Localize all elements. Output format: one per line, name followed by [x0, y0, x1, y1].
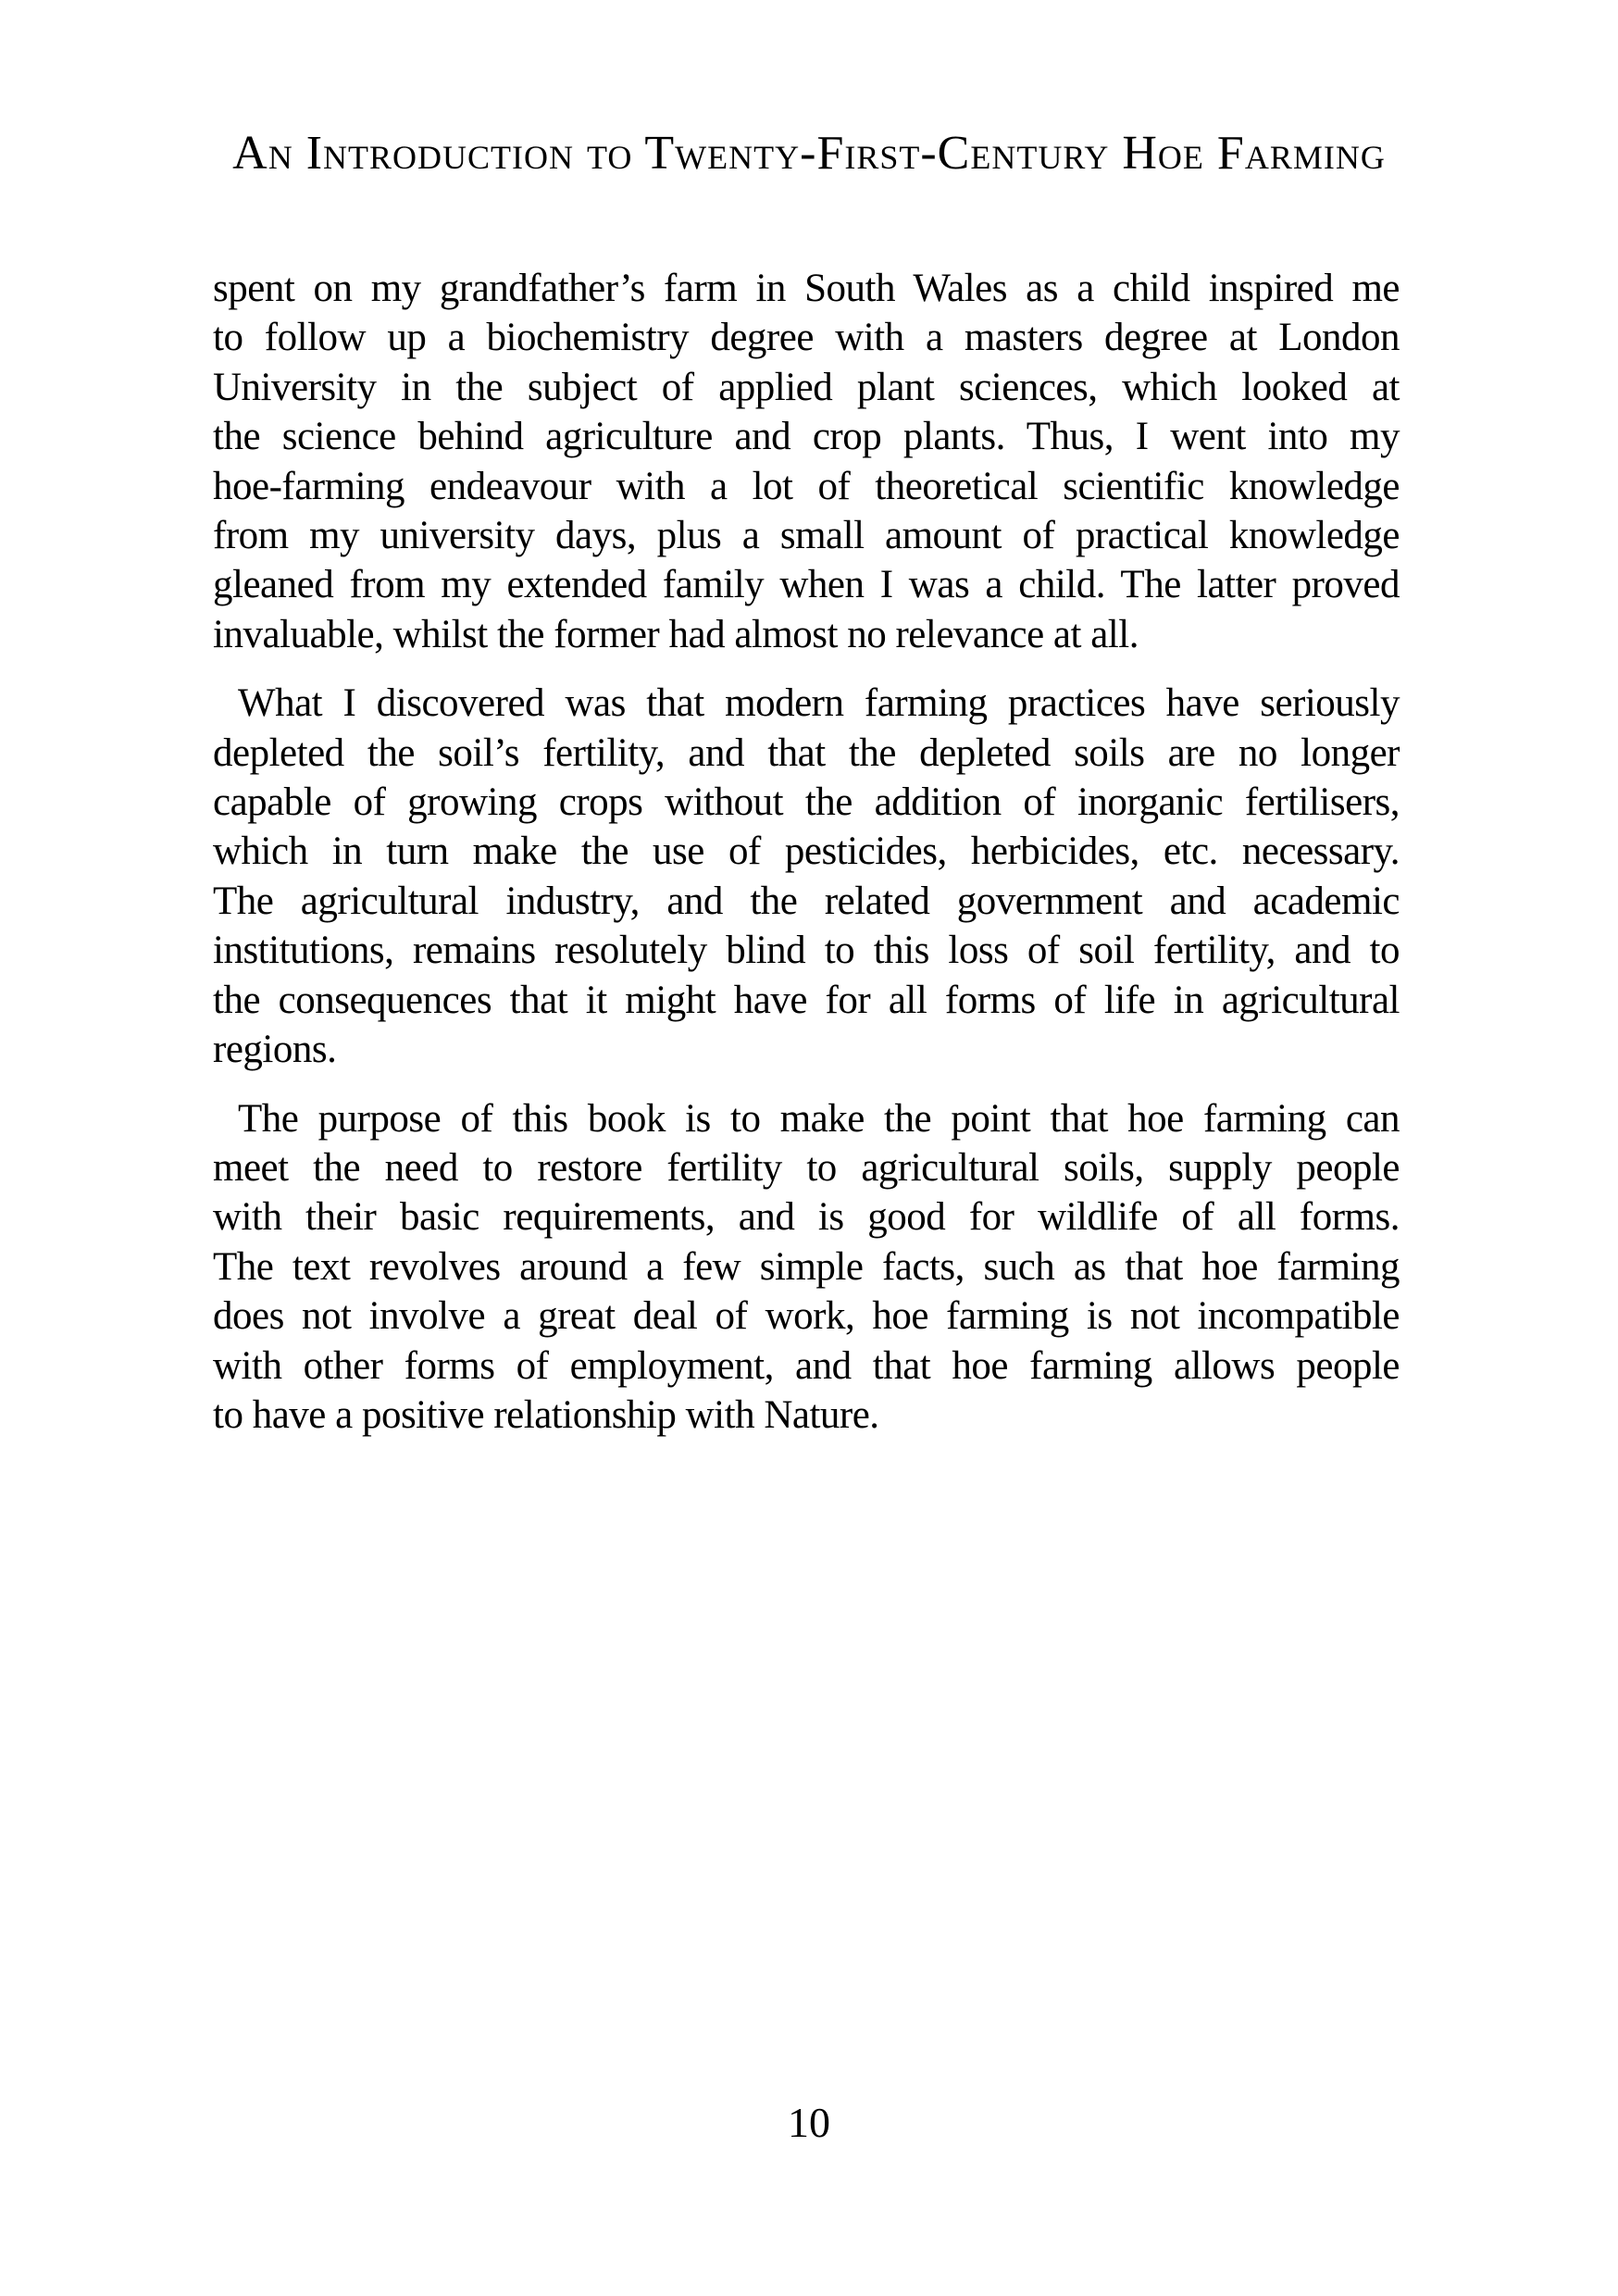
text-line: to have a positive relationship with Nature. — [213, 1392, 879, 1437]
paragraph — [213, 264, 1400, 659]
text-line: capable of growing crops without the addition of inorganic fertilisers, — [213, 780, 1400, 825]
text-line: with their basic requirements, and is good for wildlife of all forms. — [213, 1195, 1400, 1240]
text-line: the science behind agriculture and crop plants. Thus, I went into my — [213, 415, 1400, 459]
running-header: An Introduction to Twenty-First-Century Hoe Farming — [232, 127, 1386, 180]
text-line: institutions, remains resolutely blind to this loss of soil fertility, and to — [213, 929, 1400, 973]
text-line: invaluable, whilst the former had almost no relevance at all. — [213, 612, 1139, 656]
text-line: the consequences that it might have for all forms of life in agricultural — [213, 978, 1400, 1022]
text-line: What I discovered was that modern farming practices have seriously — [238, 681, 1400, 726]
text-line: hoe-farming endeavour with a lot of theoretical scientific knowledge — [213, 464, 1400, 508]
text-line: meet the need to restore fertility to agricultural soils, supply people — [213, 1145, 1400, 1190]
text-line: to follow up a biochemistry degree with a masters degree at London — [213, 316, 1400, 360]
text-line: depleted the soil’s fertility, and that the depleted soils are no longer — [213, 730, 1400, 775]
page-number: 10 — [788, 2099, 830, 2146]
text-line: regions. — [213, 1028, 337, 1072]
text-line: from my university days, plus a small amount of practical knowledge — [213, 514, 1400, 558]
text-line: spent on my grandfather’s farm in South Wales as a child inspired me — [213, 267, 1400, 310]
text-line: gleaned from my extended family when I was a child. The latter proved — [213, 563, 1400, 607]
text-line: The purpose of this book is to make the point that hoe farming can — [238, 1096, 1400, 1141]
text-line: University in the subject of applied plant sciences, which looked at — [213, 365, 1400, 409]
text-line: which in turn make the use of pesticides, herbicides, etc. necessary. — [213, 830, 1400, 874]
paragraph — [213, 1094, 1400, 1441]
text-line: does not involve a great deal of work, hoe farming is not incompatible — [213, 1294, 1400, 1339]
text-line: The text revolves around a few simple facts, such as that hoe farming — [213, 1244, 1400, 1289]
text-line: The agricultural industry, and the related government and academic — [213, 879, 1400, 923]
body-text — [213, 264, 1400, 1440]
paragraph — [213, 679, 1400, 1074]
text-line: with other forms of employment, and that hoe farming allows people — [213, 1343, 1400, 1388]
